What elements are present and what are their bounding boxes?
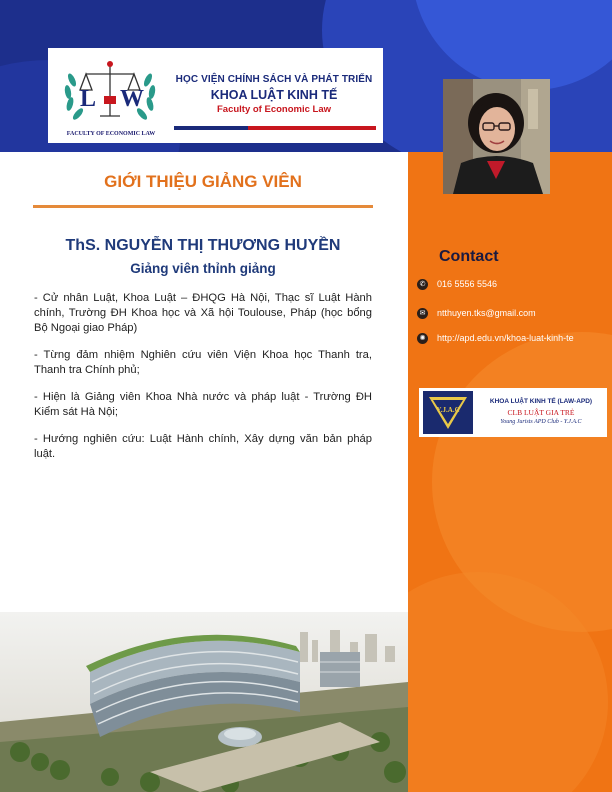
bio-paragraph: - Từng đảm nhiệm Nghiên cứu viên Viện Khoa học Thanh tra, Thanh tra Chính phủ; xyxy=(34,349,372,376)
page-title: GIỚI THIỆU GIẢNG VIÊN xyxy=(104,172,302,191)
club-name-line: CLB LUẬT GIA TRẺ xyxy=(507,408,575,417)
club-english-line: Young Jurists APD Club - Y.J.A.C xyxy=(500,419,582,425)
svg-text:L: L xyxy=(80,86,97,112)
faculty-name-vi: KHOA LUẬT KINH TẾ xyxy=(210,88,338,102)
phone-icon: ✆ xyxy=(417,279,428,290)
contact-heading: Contact xyxy=(439,248,499,265)
logo-underline-accent xyxy=(248,126,376,130)
svg-text:W: W xyxy=(120,86,144,112)
faculty-name-en: Faculty of Economic Law xyxy=(216,104,332,115)
lecturer-photo xyxy=(443,79,550,194)
law-emblem-logo xyxy=(56,54,164,136)
phone-text: 016 5556 5546 xyxy=(437,279,498,289)
emblem-caption: FACULTY OF ECONOMIC LAW xyxy=(66,131,156,137)
club-logo-card xyxy=(419,388,607,437)
logo-text xyxy=(174,74,374,115)
web-icon: ✺ xyxy=(417,333,428,344)
institute-name: HỌC VIỆN CHÍNH SÁCH VÀ PHÁT TRIỂN xyxy=(175,74,373,85)
bio-paragraph: - Cử nhân Luật, Khoa Luật – ĐHQG Hà Nội, Thạc sĩ Luật Hành chính, Trường ĐH Khoa học và Xã hội Toulouse, Pháp (học bổng Bộ Ngoại giao Pháp) xyxy=(34,292,372,334)
lecturer-bio xyxy=(34,291,372,474)
website-text: http://apd.edu.vn/khoa-luat-kinh-te xyxy=(437,333,574,343)
email-text: ntthuyen.tks@gmail.com xyxy=(437,308,536,318)
bio-paragraph: - Hướng nghiên cứu: Luật Hành chính, Xây dựng văn bản pháp luật. xyxy=(34,433,372,460)
club-faculty-line: KHOA LUẬT KINH TẾ (LAW-APD) xyxy=(489,398,593,405)
faculty-logo-card xyxy=(48,48,383,143)
yjac-shield-logo xyxy=(423,391,473,434)
lecturer-name: ThS. NGUYỄN THỊ THƯƠNG HUYỀN xyxy=(65,237,341,254)
email-icon: ✉ xyxy=(417,308,428,319)
bio-paragraph: - Hiện là Giảng viên Khoa Nhà nước và pháp luật - Trường ĐH Kiểm sát Hà Nội; xyxy=(34,391,372,418)
lecturer-role: Giảng viên thỉnh giảng xyxy=(130,261,276,276)
yjac-shield-text: Y.J.A.C xyxy=(436,406,460,414)
campus-building-image xyxy=(0,612,408,792)
title-divider xyxy=(33,205,373,208)
